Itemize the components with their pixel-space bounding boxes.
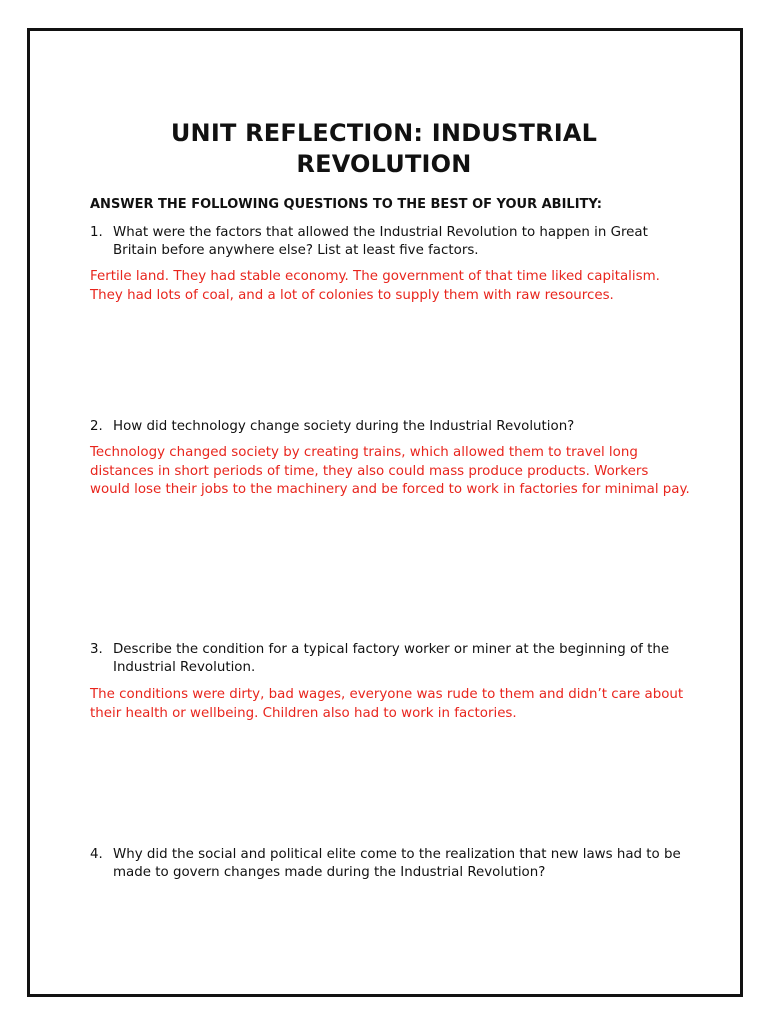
question-text: What were the factors that allowed the Industrial Revolution to happen in Great Britain before anywhere else? List at least five factors. [113, 225, 648, 258]
question-text: How did technology change society during the Industrial Revolution? [113, 419, 575, 434]
question-number: 3. [90, 642, 103, 657]
question-text: Describe the condition for a typical factory worker or miner at the beginning of the Industrial Revolution. [113, 642, 670, 675]
title-line-2: REVOLUTION [296, 150, 472, 178]
question-2 [90, 418, 690, 436]
document-title [0, 118, 768, 180]
question-3 [90, 641, 690, 677]
question-number: 1. [90, 225, 103, 240]
instruction-text: ANSWER THE FOLLOWING QUESTIONS TO THE BEST OF YOUR ABILITY: [90, 197, 602, 212]
answer-3: The conditions were dirty, bad wages, everyone was rude to them and didn’t care about their health or wellbeing. Children also had to work in factories. [90, 687, 684, 721]
answer-1: Fertile land. They had stable economy. The government of that time liked capitalism. They had lots of coal, and a lot of colonies to supply them with raw resources. [90, 269, 660, 303]
question-1 [90, 224, 690, 260]
question-4 [90, 846, 690, 882]
question-number: 2. [90, 419, 103, 434]
question-text: Why did the social and political elite come to the realization that new laws had to be made to govern changes made during the Industrial Revolution? [113, 847, 681, 880]
question-number: 4. [90, 847, 103, 862]
title-line-1: UNIT REFLECTION: INDUSTRIAL [170, 119, 598, 147]
answer-2: Technology changed society by creating trains, which allowed them to travel long distances in short periods of time, they also could mass produce products. Workers would lose their jobs to the machinery and be forced to work in factories for minimal pay. [90, 445, 690, 498]
